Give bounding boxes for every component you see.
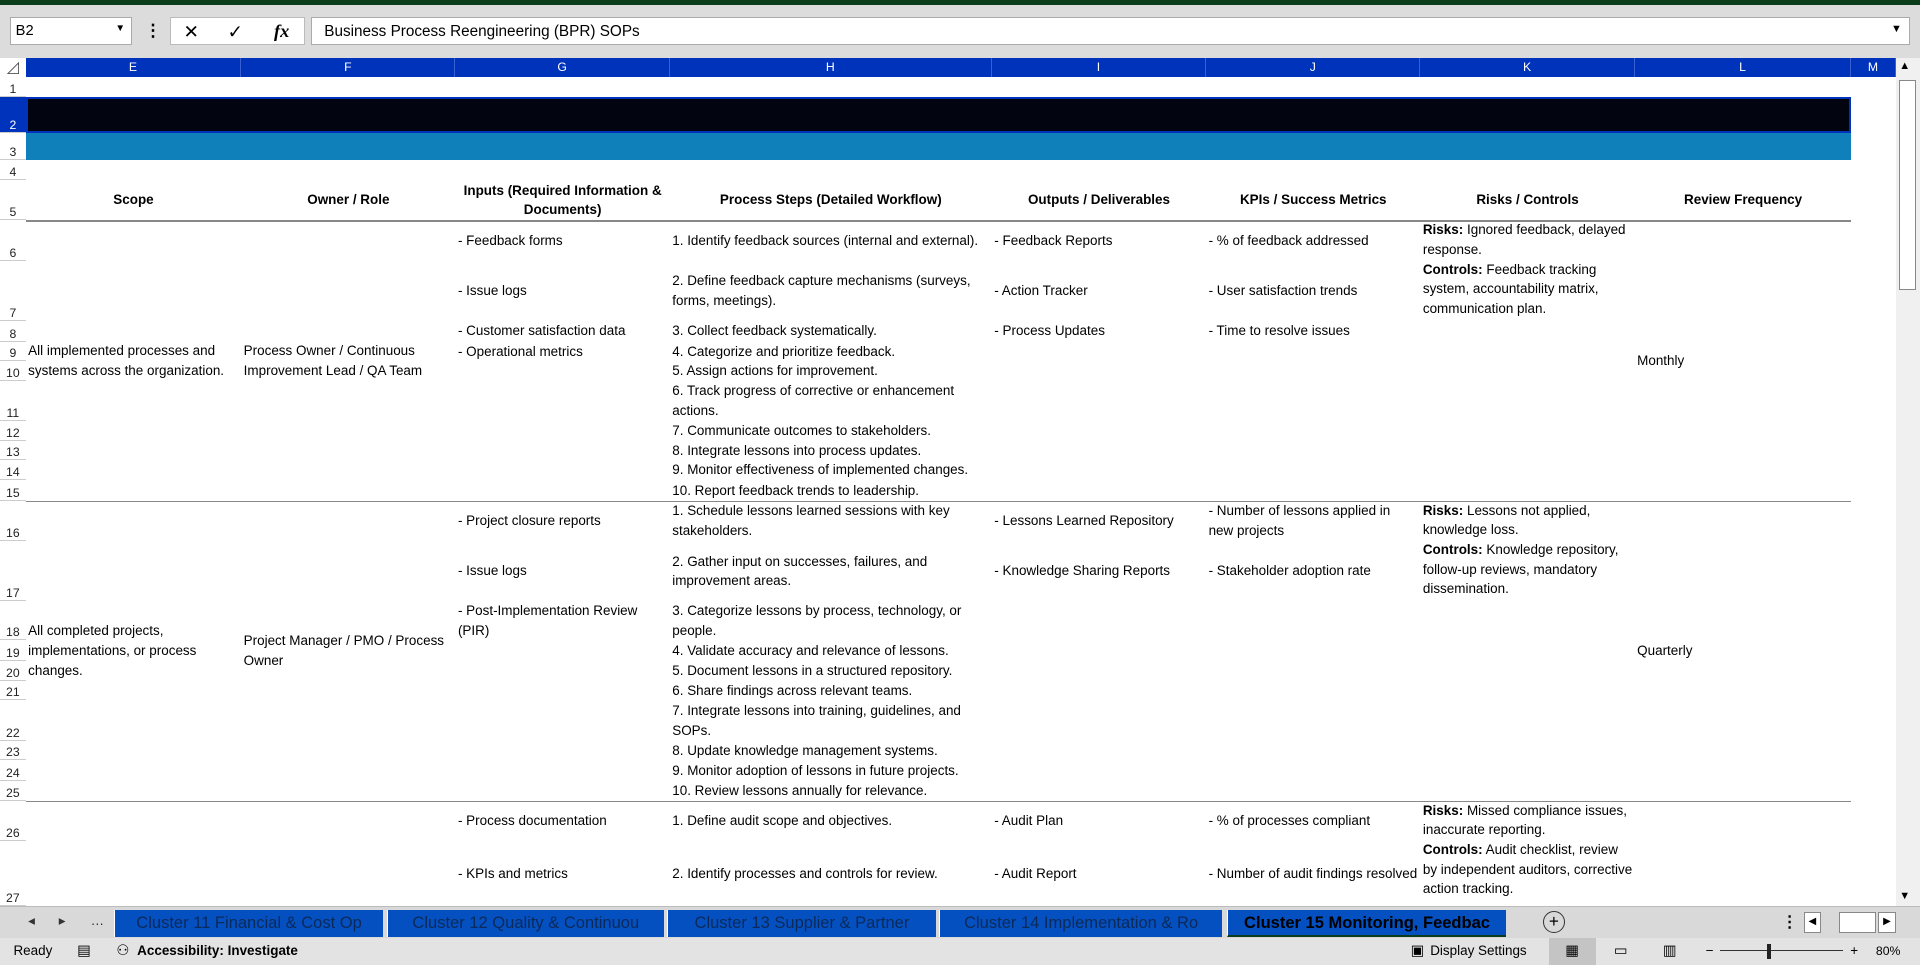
kpi-cell[interactable]: - % of feedback addressed [1208, 232, 1369, 248]
chevron-down-icon[interactable]: ▼ [1890, 23, 1902, 36]
zoom-slider-track[interactable] [1720, 950, 1842, 951]
output-cell[interactable]: - Lessons Learned Repository [994, 513, 1174, 529]
subtitle-band-row3 [26, 133, 1852, 160]
sheet-tab-cluster-11[interactable]: Cluster 11 Financial & Cost Op [114, 910, 383, 937]
horizontal-scroll-thumb[interactable] [1839, 912, 1876, 933]
input-cell[interactable]: - Issue logs [457, 563, 527, 579]
kpi-cell[interactable]: - Stakeholder adoption rate [1208, 563, 1371, 579]
formula-bar [0, 5, 1920, 58]
zoom-level[interactable]: 80% [1875, 943, 1901, 958]
controls-label: Controls: [1422, 842, 1483, 857]
input-cell[interactable]: - Issue logs [457, 283, 527, 299]
header-scope[interactable]: Scope [113, 192, 154, 208]
input-cell[interactable]: - Post-Implementation Review (PIR) [457, 603, 638, 638]
risks-controls-text [1423, 501, 1632, 599]
zoom-slider-thumb[interactable] [1767, 944, 1771, 959]
step-cell[interactable]: 1. Identify feedback sources (internal and external). [672, 232, 979, 248]
kpi-cell[interactable]: - Time to resolve issues [1208, 323, 1350, 339]
kpi-cell[interactable]: - User satisfaction trends [1208, 283, 1358, 299]
display-settings-button[interactable]: Display Settings [1430, 942, 1527, 958]
sheet-tab-bar [0, 906, 1920, 938]
zoom-in-icon[interactable]: + [1850, 942, 1859, 958]
controls-text: Audit checklist, review by independent auditors, corrective action tracking. [1422, 842, 1633, 897]
normal-view-icon[interactable]: ▦ [1549, 938, 1596, 965]
step-cell[interactable]: 10. Report feedback trends to leadership. [672, 482, 920, 498]
row-header-4[interactable]: 4 [0, 160, 26, 180]
add-sheet-icon[interactable]: + [1543, 911, 1565, 933]
review-frequency-cell[interactable]: Monthly [1637, 352, 1685, 368]
risks-text: Missed compliance issues, inaccurate reporting. [1422, 802, 1627, 838]
name-box-value: B2 [15, 23, 34, 40]
header-owner[interactable]: Owner / Role [307, 192, 390, 208]
row-header-22[interactable]: 22 [0, 700, 26, 740]
step-cell[interactable]: 5. Document lessons in a structured repository. [672, 663, 953, 679]
step-cell[interactable]: 6. Track progress of corrective or enhancement actions. [672, 383, 955, 419]
sheet-tab-cluster-13[interactable]: Cluster 13 Supplier & Partner [667, 910, 935, 937]
risks-text: Lessons not applied, knowledge loss. [1422, 502, 1591, 538]
accessibility-icon[interactable]: ⚇ [116, 942, 130, 959]
input-cell[interactable]: - KPIs and metrics [457, 865, 568, 881]
step-cell[interactable]: 7. Integrate lessons into training, guidelines, and SOPs. [672, 703, 961, 738]
output-cell[interactable]: - Audit Plan [994, 813, 1064, 829]
row-header-2[interactable]: 2 [0, 97, 26, 134]
input-cell[interactable]: - Feedback forms [457, 232, 563, 248]
owner-cell[interactable]: Project Manager / PMO / Process Owner [243, 633, 445, 668]
row-header-19[interactable]: 19 [0, 640, 26, 661]
output-cell[interactable]: - Process Updates [994, 323, 1105, 339]
title-cell-b2[interactable] [26, 97, 1852, 134]
row-header-15[interactable]: 15 [0, 480, 26, 501]
status-ready: Ready [13, 942, 53, 958]
output-cell[interactable]: - Audit Report [994, 865, 1077, 881]
step-cell[interactable]: 8. Integrate lessons into process updates. [672, 442, 922, 458]
column-header-j[interactable]: J [1206, 58, 1420, 78]
scope-cell[interactable]: All implemented processes and systems across the organization. [28, 343, 225, 378]
row-header-11[interactable]: 11 [0, 381, 26, 421]
row-header-17[interactable]: 17 [0, 541, 26, 601]
formula-input[interactable] [311, 17, 1910, 45]
sheet-tab-cluster-15[interactable]: Cluster 15 Monitoring, Feedbac [1227, 910, 1506, 937]
input-cell[interactable]: - Operational metrics [457, 343, 583, 359]
risks-paragraph [1423, 220, 1632, 259]
step-cell[interactable]: 7. Communicate outcomes to stakeholders. [672, 423, 931, 439]
row-header-1[interactable]: 1 [0, 77, 26, 97]
input-cell[interactable]: - Process documentation [457, 813, 607, 829]
step-cell[interactable]: 10. Review lessons annually for relevance. [672, 783, 928, 799]
more-options-icon[interactable]: ⋮ [144, 19, 162, 40]
cancel-icon[interactable]: ✕ [183, 20, 199, 42]
hscroll-right-icon[interactable]: ▶ [1878, 912, 1895, 933]
kpi-cell[interactable]: - Number of audit findings resolved [1208, 865, 1418, 881]
risks-controls-cell[interactable] [1420, 220, 1634, 320]
risks-controls-cell[interactable] [1420, 801, 1634, 906]
row-header-18[interactable]: 18 [0, 601, 26, 640]
row-header-6[interactable]: 6 [0, 220, 26, 260]
step-cell[interactable]: 5. Assign actions for improvement. [672, 363, 878, 379]
step-cell[interactable]: 6. Share findings across relevant teams. [672, 682, 913, 698]
scroll-up-icon[interactable]: ▲ [1899, 59, 1911, 72]
risks-controls-text [1423, 220, 1632, 318]
input-cell[interactable]: - Project closure reports [457, 513, 601, 529]
step-cell[interactable]: 1. Schedule lessons learned sessions with key stakeholders. [672, 503, 950, 539]
header-outputs[interactable]: Outputs / Deliverables [1027, 192, 1170, 208]
output-cell[interactable]: - Feedback Reports [994, 232, 1113, 248]
row-header-16[interactable]: 16 [0, 501, 26, 541]
row-header-24[interactable]: 24 [0, 760, 26, 781]
chevron-down-icon[interactable]: ▼ [115, 23, 126, 35]
column-headers [26, 58, 1896, 78]
header-steps[interactable]: Process Steps (Detailed Workflow) [719, 192, 942, 208]
next-sheet-icon[interactable]: ▸ [58, 913, 66, 929]
sheet-tab-cluster-12[interactable]: Cluster 12 Quality & Continuou [387, 910, 664, 937]
column-header-f[interactable]: F [241, 58, 455, 78]
risks-label: Risks: [1422, 802, 1464, 818]
row-header-25[interactable]: 25 [0, 781, 26, 801]
display-settings-icon[interactable]: ▣ [1410, 942, 1425, 959]
scroll-thumb[interactable] [1899, 80, 1916, 291]
hscroll-left-icon[interactable]: ◀ [1804, 912, 1821, 933]
accessibility-status[interactable]: Accessibility: Investigate [137, 942, 298, 958]
step-cell[interactable]: 8. Update knowledge management systems. [672, 742, 938, 758]
column-header-i[interactable]: I [992, 58, 1206, 78]
step-cell[interactable]: 4. Categorize and prioritize feedback. [672, 343, 896, 359]
column-header-h[interactable]: H [670, 58, 992, 78]
controls-text: Feedback tracking system, accountability matrix, communication plan. [1422, 261, 1599, 316]
zoom-out-icon[interactable]: − [1705, 942, 1714, 958]
column-header-k[interactable]: K [1420, 58, 1634, 78]
step-cell[interactable]: 3. Collect feedback systematically. [672, 323, 877, 339]
formula-content: Business Process Reengineering (BPR) SOPs [324, 23, 640, 41]
risks-label: Risks: [1422, 502, 1464, 518]
page-break-view-icon[interactable]: ▥ [1662, 942, 1677, 959]
row-header-10[interactable]: 10 [0, 361, 26, 381]
step-cell[interactable]: 9. Monitor adoption of lessons in future projects. [672, 763, 959, 779]
row-header-7[interactable]: 7 [0, 261, 26, 321]
row-header-5[interactable]: 5 [0, 180, 26, 220]
risks-paragraph [1423, 501, 1632, 540]
scroll-down-icon[interactable]: ▼ [1899, 890, 1911, 903]
row-header-20[interactable]: 20 [0, 661, 26, 681]
insert-function-icon[interactable]: fx [274, 20, 290, 41]
column-header-l[interactable]: L [1635, 58, 1852, 78]
row-header-12[interactable]: 12 [0, 421, 26, 441]
macro-record-icon[interactable]: ▤ [77, 942, 92, 959]
output-cell[interactable]: - Action Tracker [994, 283, 1088, 299]
step-cell[interactable]: 9. Monitor effectiveness of implemented changes. [672, 462, 969, 478]
header-risks[interactable]: Risks / Controls [1476, 192, 1579, 208]
controls-paragraph [1423, 260, 1632, 319]
vertical-scrollbar[interactable] [1896, 58, 1920, 907]
row-header-13[interactable]: 13 [0, 441, 26, 461]
scope-cell[interactable]: All completed projects, implementations, or process changes. [28, 623, 197, 678]
step-cell[interactable]: 2. Gather input on successes, failures, and improvement areas. [672, 553, 928, 589]
risks-text: Ignored feedback, delayed response. [1422, 222, 1626, 257]
step-cell[interactable]: 2. Identify processes and controls for review. [672, 865, 938, 881]
status-bar [0, 938, 1920, 965]
row-header-27[interactable]: 27 [0, 841, 26, 906]
review-frequency-cell[interactable]: Quarterly [1637, 643, 1693, 659]
owner-cell[interactable]: Process Owner / Continuous Improvement Lead / QA Team [243, 343, 423, 378]
risks-label: Risks: [1422, 222, 1464, 238]
kpi-cell[interactable]: - % of processes compliant [1208, 813, 1371, 829]
controls-label: Controls: [1422, 261, 1483, 277]
row-header-3[interactable]: 3 [0, 133, 26, 160]
step-cell[interactable]: 3. Categorize lessons by process, technology, or people. [672, 603, 962, 638]
more-sheets-icon[interactable]: … [90, 913, 105, 929]
risks-controls-text [1423, 801, 1632, 899]
row-header-14[interactable]: 14 [0, 460, 26, 480]
column-header-m[interactable]: M [1851, 58, 1895, 78]
risks-controls-cell[interactable] [1420, 501, 1634, 601]
controls-text: Knowledge repository, follow-up reviews, mandatory dissemination. [1422, 542, 1619, 597]
step-cell[interactable]: 4. Validate accuracy and relevance of lessons. [672, 643, 949, 659]
controls-paragraph [1423, 840, 1632, 899]
header-kpis[interactable]: KPIs / Success Metrics [1239, 192, 1387, 208]
prev-sheet-icon[interactable]: ◂ [28, 913, 35, 929]
input-cell[interactable]: - Customer satisfaction data [457, 323, 626, 339]
row-header-8[interactable]: 8 [0, 321, 26, 342]
enter-icon[interactable]: ✓ [227, 20, 243, 42]
kpi-cell[interactable]: - Number of lessons applied in new projects [1208, 503, 1391, 539]
risks-paragraph [1423, 801, 1632, 840]
step-cell[interactable]: 2. Define feedback capture mechanisms (surveys, forms, meetings). [672, 273, 971, 308]
controls-paragraph [1423, 540, 1632, 599]
row-header-26[interactable]: 26 [0, 801, 26, 841]
output-cell[interactable]: - Knowledge Sharing Reports [994, 563, 1171, 579]
sheet-tab-cluster-14[interactable]: Cluster 14 Implementation & Ro [939, 910, 1222, 937]
controls-label: Controls: [1422, 542, 1483, 557]
row-header-9[interactable]: 9 [0, 342, 26, 362]
select-all-corner[interactable]: ◿ [0, 58, 26, 78]
formula-buttons [170, 17, 305, 45]
header-review[interactable]: Review Frequency [1684, 192, 1803, 208]
header-inputs[interactable]: Inputs (Required Information & Documents) [463, 182, 662, 218]
more-options-icon[interactable]: ⋮ [1781, 914, 1798, 932]
row-header-23[interactable]: 23 [0, 741, 26, 761]
row-header-21[interactable]: 21 [0, 681, 26, 701]
step-cell[interactable]: 1. Define audit scope and objectives. [672, 813, 893, 829]
page-layout-view-icon[interactable]: ▭ [1613, 942, 1628, 959]
column-header-g[interactable]: G [456, 58, 670, 78]
column-header-e[interactable]: E [26, 58, 242, 78]
name-box[interactable] [10, 17, 132, 45]
